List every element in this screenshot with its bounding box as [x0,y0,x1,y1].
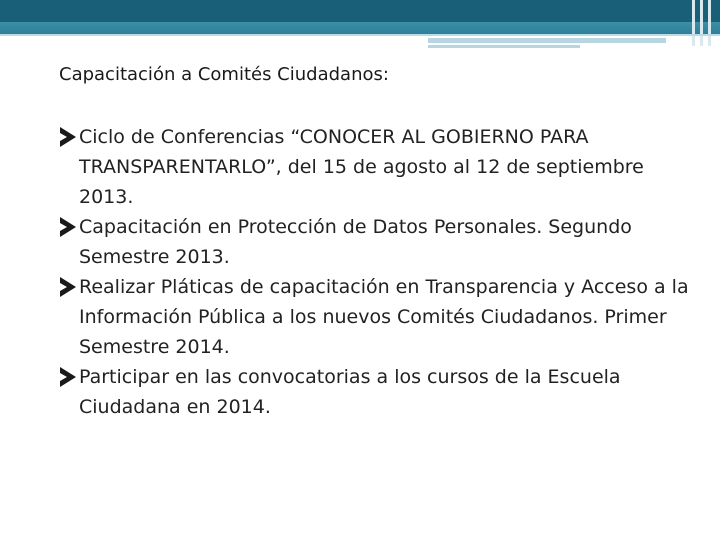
header-stripe [708,0,711,46]
arrow-bullet-icon [60,217,76,237]
list-item [60,272,690,362]
bullet-text: Participar en las convocatorias a los cursos de la Escuela Ciudadana en 2014. [79,366,621,418]
arrow-bullet-icon [60,277,76,297]
bullet-text: Realizar Pláticas de capacitación en Transparencia y Acceso a la Información Pública a los nuevos Comités Ciudadanos. Primer Semestre 2014. [79,276,689,358]
header-band-accent [0,22,720,34]
arrow-bullet-icon [60,127,76,147]
decorative-line [0,34,720,36]
header-stripe [692,0,695,46]
bullet-text: Ciclo de Conferencias “CONOCER AL GOBIERNO PARA TRANSPARENTARLO”, del 15 de agosto al 12 de septiembre 2013. [79,126,644,208]
bullet-text: Capacitación en Protección de Datos Personales. Segundo Semestre 2013. [79,216,632,268]
header-stripe [700,0,703,46]
list-item [60,362,690,422]
bullet-list [60,122,690,422]
arrow-bullet-icon [60,367,76,387]
decorative-bar [428,45,580,48]
slide-subtitle: Capacitación a Comités Ciudadanos: [59,64,389,85]
list-item [60,122,690,212]
header-band [0,0,720,22]
list-item [60,212,690,272]
decorative-bar [428,38,666,43]
